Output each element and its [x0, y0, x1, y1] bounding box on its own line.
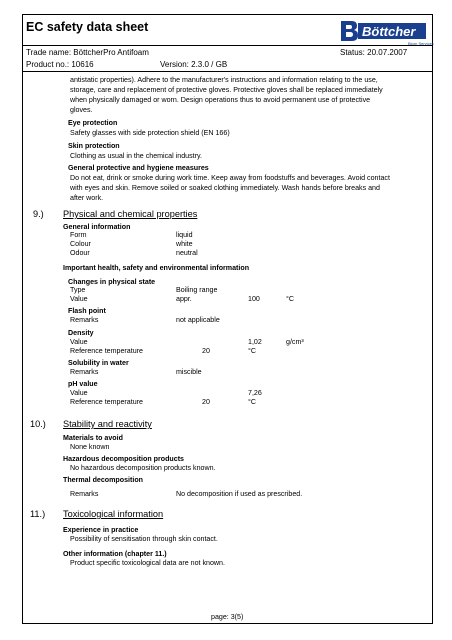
ph-heading: pH value: [68, 380, 98, 388]
trade-name: Trade name: BöttcherPro Antifoam: [26, 48, 149, 57]
density-value: 1,02: [248, 338, 262, 346]
intro-line: storage, care and replacement of protective gloves. Protective gloves shall be replaced immediately: [70, 86, 383, 94]
skin-protection-text: Clothing as usual in the chemical industry.: [70, 152, 202, 160]
section-11-title: Toxicological information: [63, 509, 164, 519]
eye-protection-heading: Eye protection: [68, 119, 118, 127]
general-info-heading: General information: [63, 223, 131, 231]
version: Version: 2.3.0 / GB: [160, 60, 228, 69]
density-heading: Density: [68, 329, 94, 337]
header-divider: [22, 45, 433, 46]
boiling-unit: °C: [286, 295, 294, 303]
thermal-remarks-label: Remarks: [70, 490, 99, 498]
flash-remarks-value: not applicable: [176, 316, 220, 324]
ph-ref-value: 20: [202, 398, 210, 406]
eye-protection-text: Safety glasses with side protection shield (EN 166): [70, 129, 230, 137]
value-label: Value: [70, 295, 88, 303]
density-ref-value: 20: [202, 347, 210, 355]
form-value: liquid: [176, 231, 193, 239]
intro-line: antistatic properties). Adhere to the manufacturer's instructions and information relating to the use,: [70, 76, 378, 84]
logo-wordmark: Böttcher: [362, 24, 416, 39]
logo-subtitle: Bjorn Services: [408, 41, 434, 46]
hazardous-decomp-heading: Hazardous decomposition products: [63, 455, 184, 463]
section-10-title: Stability and reactivity: [63, 419, 152, 429]
odour-label: Odour: [70, 249, 90, 257]
section-11-number: 11.): [30, 509, 46, 519]
type-label: Type: [70, 286, 86, 294]
value-qualifier: appr.: [176, 295, 192, 303]
colour-label: Colour: [70, 240, 91, 248]
section-9-title: Physical and chemical properties: [63, 209, 198, 219]
hygiene-line: after work.: [70, 194, 104, 202]
flash-point-heading: Flash point: [68, 307, 106, 315]
company-logo: [338, 17, 434, 47]
colour-value: white: [176, 240, 193, 248]
odour-value: neutral: [176, 249, 198, 257]
header-bottom-divider: [22, 71, 433, 72]
density-ref-label: Reference temperature: [70, 347, 143, 355]
solubility-heading: Solubility in water: [68, 359, 129, 367]
other-info-text: Product specific toxicological data are not known.: [70, 559, 225, 567]
intro-line: gloves.: [70, 106, 93, 114]
materials-avoid-text: None known: [70, 443, 110, 451]
page-number: page: 3(5): [211, 613, 244, 621]
materials-avoid-heading: Materials to avoid: [63, 434, 123, 442]
product-number: Product no.: 10616: [26, 60, 94, 69]
thermal-decomp-heading: Thermal decomposition: [63, 476, 144, 484]
ph-ref-unit: °C: [248, 398, 256, 406]
boiling-value: 100: [248, 295, 260, 303]
other-info-heading: Other information (chapter 11.): [63, 550, 167, 558]
density-value-label: Value: [70, 338, 88, 346]
flash-remarks-label: Remarks: [70, 316, 99, 324]
type-value: Boiling range: [176, 286, 218, 294]
hygiene-line: Do not eat, drink or smoke during work time. Keep away from foodstuffs and beverages. Avoid contact: [70, 174, 390, 182]
thermal-remarks-value: No decomposition if used as prescribed.: [176, 490, 303, 498]
hygiene-heading: General protective and hygiene measures: [68, 164, 209, 172]
form-label: Form: [70, 231, 87, 239]
changes-heading: Changes in physical state: [68, 278, 156, 286]
intro-line: when physically damaged or worn. Design operations thus to avoid permanent use of protective: [70, 96, 371, 104]
solubility-remarks-label: Remarks: [70, 368, 99, 376]
section-9-number: 9.): [33, 209, 44, 219]
hygiene-line: with eyes and skin. Remove soiled or soaked clothing immediately. Wash hands before breaks and: [70, 184, 380, 192]
ph-ref-label: Reference temperature: [70, 398, 143, 406]
experience-heading: Experience in practice: [63, 526, 139, 534]
ph-value-label: Value: [70, 389, 88, 397]
solubility-remarks-value: miscible: [176, 368, 202, 376]
important-info-heading: Important health, safety and environmental information: [63, 264, 250, 272]
density-unit: g/cm³: [286, 338, 304, 346]
section-10-number: 10.): [30, 419, 46, 429]
experience-text: Possibility of sensitisation through skin contact.: [70, 535, 218, 543]
hazardous-decomp-text: No hazardous decomposition products known.: [70, 464, 216, 472]
ph-value: 7,26: [248, 389, 262, 397]
skin-protection-heading: Skin protection: [68, 142, 120, 150]
density-ref-unit: °C: [248, 347, 256, 355]
status-date: Status: 20.07.2007: [340, 48, 408, 57]
document-title: EC safety data sheet: [26, 20, 149, 34]
